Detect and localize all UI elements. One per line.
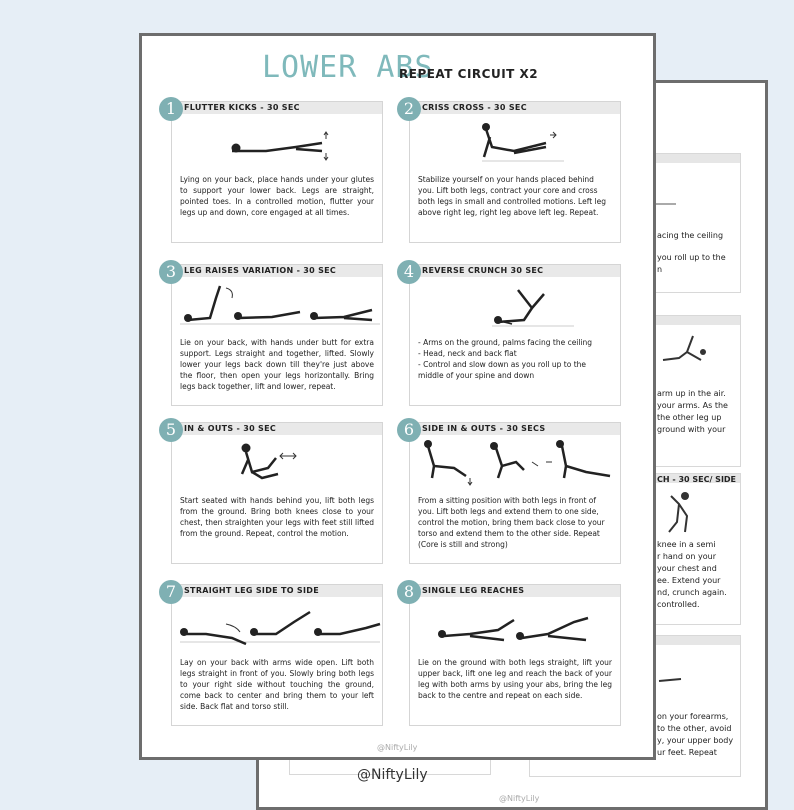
exercise-card-2: [409, 101, 621, 243]
single-leg-reaches-illustration: [414, 600, 618, 652]
watermark-signature: @NiftyLily: [357, 767, 428, 783]
back-illustration: [657, 488, 707, 538]
description-line: - Control and slow down as you roll up to the middle of your spine and down: [418, 360, 587, 380]
exercise-description: [418, 495, 612, 550]
exercise-title: STRAIGHT LEG SIDE TO SIDE: [184, 586, 319, 595]
card-header: [410, 585, 620, 597]
exercise-number-badge: 7: [159, 580, 183, 604]
exercise-description: Lying on your back, place hands under your glutes to support your lower back. Legs are straight, pointed toes. In a controlled motion, flutter your legs up and down, core engaged at all times.: [180, 175, 374, 217]
exercise-card-5: [171, 422, 383, 564]
exercise-title: LEG RAISES VARIATION - 30 SEC: [184, 266, 337, 275]
back-text: CH - 30 SEC/ SIDE: [657, 475, 737, 484]
back-illustration: [657, 328, 717, 368]
exercise-card-6: [409, 422, 621, 564]
description-line: - Arms on the ground, palms facing the ceiling: [418, 338, 593, 347]
back-text: you roll up to the: [657, 253, 726, 262]
back-text: to the other, avoid: [657, 724, 732, 733]
card-header: [410, 423, 620, 435]
back-text: your arms. As the: [657, 401, 728, 410]
exercise-number-badge: 4: [397, 260, 421, 284]
card-header: [172, 585, 382, 597]
back-text: your chest and: [657, 564, 717, 573]
back-text: ee. Extend your: [657, 576, 721, 585]
exercise-description: Stabilize yourself on your hands placed behind you. Lift both legs, contract your core and cross both legs in small and controlled motions. Left leg above right leg, right leg above left leg. Repeat.: [418, 175, 606, 217]
exercise-description: Lie on the ground with both legs straight, lift your upper back, lift one leg and reach the back of your leg with both arms by using your abs, bring the leg back to the centre and repeat on each side.: [418, 658, 612, 700]
page-signature: @NiftyLily: [377, 743, 418, 752]
exercise-card-7: [171, 584, 383, 726]
back-text: knee in a semi: [657, 540, 716, 549]
description-line: (Core is still and strong): [418, 540, 508, 549]
exercise-number-badge: 1: [159, 97, 183, 121]
exercise-description: Lie on your back, with hands under butt for extra support. Legs straight and together, lifted. Slowly lower your legs back down till they're just above the floor, then open your legs horizontally. Bring legs back together, lift and lower, repeat.: [180, 338, 374, 391]
exercise-description: Start seated with hands behind you, lift both legs from the ground. Bring both knees close to your chest, then straighten your legs with feet still lifted from the ground. Repeat, control the motion.: [180, 496, 374, 538]
card-header: [172, 102, 382, 114]
exercise-number-badge: 5: [159, 418, 183, 442]
exercise-description: Lay on your back with arms wide open. Lift both legs straight in front of you. Slowly bring both legs to your right side without touching the ground, come back to center and bring them to your left side. Back flat and torso still.: [180, 658, 374, 711]
exercise-title: REVERSE CRUNCH 30 SEC: [422, 266, 544, 275]
exercise-title: FLUTTER KICKS - 30 SEC: [184, 103, 300, 112]
straight-leg-side-illustration: [176, 600, 380, 652]
flutter-kicks-illustration: [176, 117, 380, 169]
description-line: - Head, neck and back flat: [418, 349, 517, 358]
exercise-card-8: [409, 584, 621, 726]
back-signature: @NiftyLily: [499, 794, 540, 803]
back-text: arm up in the air.: [657, 389, 726, 398]
back-text: on your forearms,: [657, 712, 729, 721]
exercise-title: SINGLE LEG REACHES: [422, 586, 525, 595]
side-in-and-outs-illustration: [414, 438, 618, 490]
criss-cross-illustration: [414, 117, 618, 169]
back-text: y, your upper body: [657, 736, 734, 745]
description-line: From a sitting position with both legs in front of you. Lift both legs and extend them to one side, control the motion, bring them back close to your torso and extend them to the other side. Repeat: [418, 496, 605, 538]
page-subtitle: REPEAT CIRCUIT X2: [399, 67, 539, 81]
exercise-card-3: [171, 264, 383, 406]
back-illustration: [654, 201, 684, 207]
leg-raises-illustration: [176, 280, 380, 332]
reverse-crunch-illustration: [414, 280, 618, 332]
front-page: [139, 33, 656, 760]
back-text: ground with your: [657, 425, 726, 434]
back-illustration: [657, 673, 697, 685]
back-text: n: [657, 265, 663, 274]
exercise-description: [418, 337, 612, 381]
back-text: controlled.: [657, 600, 700, 609]
exercise-card-4: [409, 264, 621, 406]
exercise-title: IN & OUTS - 30 SEC: [184, 424, 277, 433]
card-header: [410, 265, 620, 277]
back-text: ur feet. Repeat: [657, 748, 717, 757]
back-text: the other leg up: [657, 413, 722, 422]
exercise-title: SIDE IN & OUTS - 30 SECS: [422, 424, 546, 433]
exercise-number-badge: 3: [159, 260, 183, 284]
card-header: [410, 102, 620, 114]
card-header: [172, 265, 382, 277]
page-title: LOWER ABS: [262, 50, 434, 85]
exercise-title: CRISS CROSS - 30 SEC: [422, 103, 527, 112]
back-text: r hand on your: [657, 552, 716, 561]
in-and-outs-illustration: [176, 438, 380, 490]
exercise-number-badge: 6: [397, 418, 421, 442]
card-header: [172, 423, 382, 435]
exercise-number-badge: 8: [397, 580, 421, 604]
exercise-number-badge: 2: [397, 97, 421, 121]
exercise-card-1: [171, 101, 383, 243]
back-text: nd, crunch again.: [657, 588, 727, 597]
back-text: acing the ceiling: [657, 231, 724, 240]
